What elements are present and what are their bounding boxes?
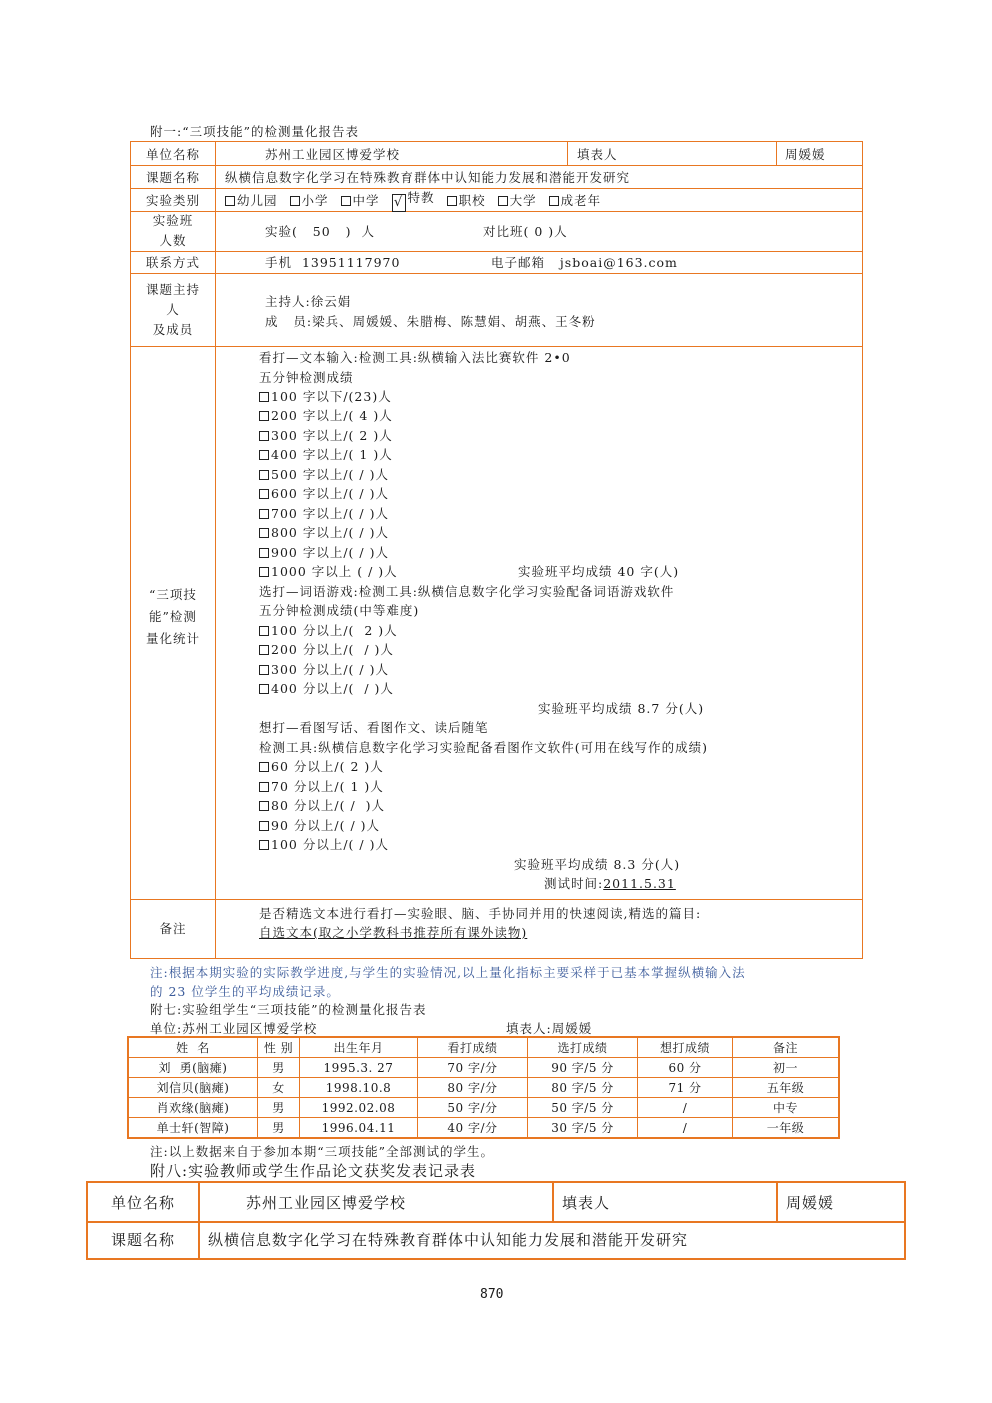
category-option-special[interactable]: √ 特教 [392, 188, 435, 212]
category-label: 实验类别 [145, 192, 200, 208]
avg-typing: 实验班平均成绩 40 字(人) [518, 564, 680, 579]
checkbox-icon [225, 196, 235, 206]
table-header: 想打成绩 [638, 1038, 733, 1058]
a8-filler-label: 填表人 [562, 1193, 611, 1212]
checkbox-icon [259, 470, 269, 480]
table-cell: 一年级 [733, 1118, 839, 1138]
checkbox-icon [259, 782, 269, 792]
category-option-kindergarten[interactable]: 幼儿园 [225, 191, 278, 209]
checkbox-icon [259, 821, 269, 831]
checkbox-icon [290, 196, 300, 206]
checkbox-icon [259, 840, 269, 850]
stats-line: 600 字以上/( / )人 [259, 484, 389, 502]
stats-line: 五分钟检测成绩 [259, 370, 354, 385]
stats-line: 想打—看图写话、看图作文、读后随笔 [259, 720, 489, 735]
stats-line: 500 字以上/( / )人 [259, 465, 389, 483]
table-cell: 男 [258, 1058, 300, 1078]
table-cell: 1996.04.11 [300, 1118, 418, 1138]
table-cell: 初一 [733, 1058, 839, 1078]
skills-report-table [130, 141, 863, 959]
stats-line: 800 字以上/( / )人 [259, 523, 389, 541]
table-row [129, 1098, 839, 1118]
a8-topic-label: 课题名称 [110, 1231, 175, 1249]
stats-line: 400 字以上/( 1 )人 [259, 445, 393, 463]
a8-filler-value: 周媛媛 [786, 1193, 835, 1212]
remark-label: 备注 [159, 921, 187, 936]
a8-topic-value: 纵横信息数字化学习在特殊教育群体中认知能力发展和潜能开发研究 [208, 1231, 689, 1249]
topic-value: 纵横信息数字化学习在特殊教育群体中认知能力发展和潜能开发研究 [225, 169, 631, 185]
page-number: 870 [480, 1287, 504, 1302]
stats-line: 实验班平均成绩 8.7 分(人) [538, 701, 705, 716]
table-row [129, 1058, 839, 1078]
table-header: 备注 [733, 1038, 839, 1058]
class-size-exp: 实验( 50 ) 人 [265, 224, 375, 239]
stats-line: 300 字以上/( 2 )人 [259, 426, 393, 444]
class-size-ctrl: 对比班( 0 )人 [483, 224, 568, 239]
table-cell: 中专 [733, 1098, 839, 1118]
checkbox-icon [259, 450, 269, 460]
appendix7-unit: 单位:苏州工业园区博爱学校 [150, 1021, 318, 1036]
table-cell: 单士轩(智障) [129, 1118, 258, 1138]
appendix1-title: 附一:“三项技能”的检测量化报告表 [150, 124, 359, 139]
a8-unit-value: 苏州工业园区博爱学校 [246, 1193, 407, 1212]
table-cell: 肖欢缘(脑瘫) [129, 1098, 258, 1118]
table-cell: 女 [258, 1078, 300, 1098]
table-header: 性 别 [258, 1038, 300, 1058]
checkbox-icon [259, 411, 269, 421]
category-option-senior[interactable]: 成老年 [549, 191, 602, 209]
table-header: 出生年月 [300, 1038, 418, 1058]
checkbox-icon [498, 196, 508, 206]
contact-email: 电子邮箱 jsboai@163.com [491, 255, 678, 270]
checkbox-icon [259, 431, 269, 441]
checkbox-icon [259, 645, 269, 655]
members-line: 成 员:梁兵、周媛媛、朱腊梅、陈慧娟、胡燕、王冬粉 [265, 314, 596, 329]
stats-line: 选打—词语游戏:检测工具:纵横信息数字化学习实验配备词语游戏软件 [259, 584, 675, 599]
checkbox-icon [259, 489, 269, 499]
test-date-line: 测试时间:2011.5.31 [544, 876, 676, 891]
table-cell: 80 字/5 分 [528, 1078, 638, 1098]
filler-value: 周媛媛 [785, 146, 826, 162]
stats-line: 看打—文本输入:检测工具:纵横输入法比赛软件 2•0 [259, 350, 571, 365]
table-cell: 70 字/分 [418, 1058, 528, 1078]
category-option-middle[interactable]: 中学 [341, 191, 380, 209]
table-cell: 刘 勇(脑瘫) [129, 1058, 258, 1078]
stats-line: 90 分以上/( / )人 [259, 816, 380, 834]
checkbox-icon [549, 196, 559, 206]
checkbox-icon [259, 548, 269, 558]
checkbox-icon [259, 626, 269, 636]
stats-line: 100 分以上/( 2 )人 [259, 621, 398, 639]
category-option-university[interactable]: 大学 [498, 191, 537, 209]
checkbox-icon [259, 684, 269, 694]
checkbox-icon [259, 801, 269, 811]
remark-line2: 自选文本(取之小学教科书推荐所有课外读物) [259, 925, 528, 940]
checkmark-icon: √ [392, 194, 406, 212]
checkbox-icon [447, 196, 457, 206]
filler-label: 填表人 [577, 146, 618, 162]
table-cell: 1992.02.08 [300, 1098, 418, 1118]
checkbox-icon [341, 196, 351, 206]
table-cell: 40 字/分 [418, 1118, 528, 1138]
appendix7-note: 注:以上数据来自于参加本期“三项技能”全部测试的学生。 [150, 1144, 494, 1159]
table-header: 姓 名 [129, 1038, 258, 1058]
unit-value: 苏州工业园区博爱学校 [265, 146, 401, 162]
appendix7-title: 附七:实验组学生“三项技能”的检测量化报告表 [150, 1002, 427, 1017]
table-header: 选打成绩 [528, 1038, 638, 1058]
category-option-vocational[interactable]: 职校 [447, 191, 486, 209]
checkbox-icon [259, 509, 269, 519]
table-cell: 50 字/5 分 [528, 1098, 638, 1118]
category-options [225, 188, 601, 211]
table-header-row [129, 1038, 839, 1058]
contact-label: 联系方式 [145, 255, 200, 270]
appendix8-title: 附八:实验教师或学生作品论文获奖发表记录表 [150, 1162, 477, 1180]
table-cell: 1998.10.8 [300, 1078, 418, 1098]
stats-line: 400 分以上/( / )人 [259, 679, 394, 697]
table-cell: / [638, 1118, 733, 1138]
category-option-primary[interactable]: 小学 [290, 191, 329, 209]
a8-unit-label: 单位名称 [110, 1193, 175, 1212]
class-size-label: 实验班 人数 [152, 213, 194, 248]
table-cell: 90 字/5 分 [528, 1058, 638, 1078]
table-cell: 50 字/分 [418, 1098, 528, 1118]
stats-line: 100 分以上/( / )人 [259, 835, 389, 853]
checkbox-icon [259, 665, 269, 675]
stats-line: 1000 字以上 ( / )人 [259, 562, 398, 580]
note-line1: 注:根据本期实验的实际教学进度,与学生的实验情况,以上量化指标主要采样于已基本掌握纵横输入法 [150, 965, 746, 980]
stats-line: 200 字以上/( 4 )人 [259, 406, 393, 424]
stats-line: 60 分以上/( 2 )人 [259, 757, 384, 775]
table-cell: 男 [258, 1118, 300, 1138]
topic-label: 课题名称 [145, 169, 200, 185]
contact-phone: 手机 13951117970 [265, 255, 401, 270]
checkbox-icon [259, 762, 269, 772]
stats-line: 200 分以上/( / )人 [259, 640, 394, 658]
table-cell: 1995.3. 27 [300, 1058, 418, 1078]
remark-line1: 是否精选文本进行看打—实验眼、脑、手协同并用的快速阅读,精选的篇目: [259, 906, 702, 921]
checkbox-icon [259, 567, 269, 577]
student-results-table [127, 1036, 840, 1139]
host-label: 课题主持 人 及成员 [145, 281, 200, 337]
appendix7-filler: 填表人:周媛媛 [506, 1021, 593, 1036]
table-cell: 30 字/5 分 [528, 1118, 638, 1138]
table-cell: 80 字/分 [418, 1078, 528, 1098]
table-cell: 刘信贝(脑瘫) [129, 1078, 258, 1098]
table-row [129, 1078, 839, 1098]
stats-label: “三项技 能”检测 量化统计 [145, 587, 200, 646]
checkbox-icon [259, 528, 269, 538]
stats-line: 实验班平均成绩 8.3 分(人) [514, 857, 681, 872]
note-line2: 的 23 位学生的平均成绩记录。 [150, 984, 340, 999]
award-record-table [86, 1181, 906, 1260]
table-cell: 男 [258, 1098, 300, 1118]
table-row [129, 1118, 839, 1138]
stats-line: 900 字以上/( / )人 [259, 543, 389, 561]
stats-line: 检测工具:纵横信息数字化学习实验配备看图作文软件(可用在线写作的成绩) [259, 740, 708, 755]
stats-line: 80 分以上/( / )人 [259, 796, 385, 814]
stats-line: 五分钟检测成绩(中等难度) [259, 603, 420, 618]
stats-line: 100 字以下/(23)人 [259, 387, 392, 405]
test-date: 2011.5.31 [603, 876, 676, 891]
table-header: 看打成绩 [418, 1038, 528, 1058]
unit-label: 单位名称 [145, 146, 200, 162]
stats-line: 300 分以上/( / )人 [259, 660, 389, 678]
table-cell: 60 分 [638, 1058, 733, 1078]
table-cell: 71 分 [638, 1078, 733, 1098]
table-cell: / [638, 1098, 733, 1118]
table-cell: 五年级 [733, 1078, 839, 1098]
host-line: 主持人:徐云娟 [265, 294, 352, 309]
stats-line: 70 分以上/( 1 )人 [259, 777, 384, 795]
checkbox-icon [259, 392, 269, 402]
stats-line: 700 字以上/( / )人 [259, 504, 389, 522]
